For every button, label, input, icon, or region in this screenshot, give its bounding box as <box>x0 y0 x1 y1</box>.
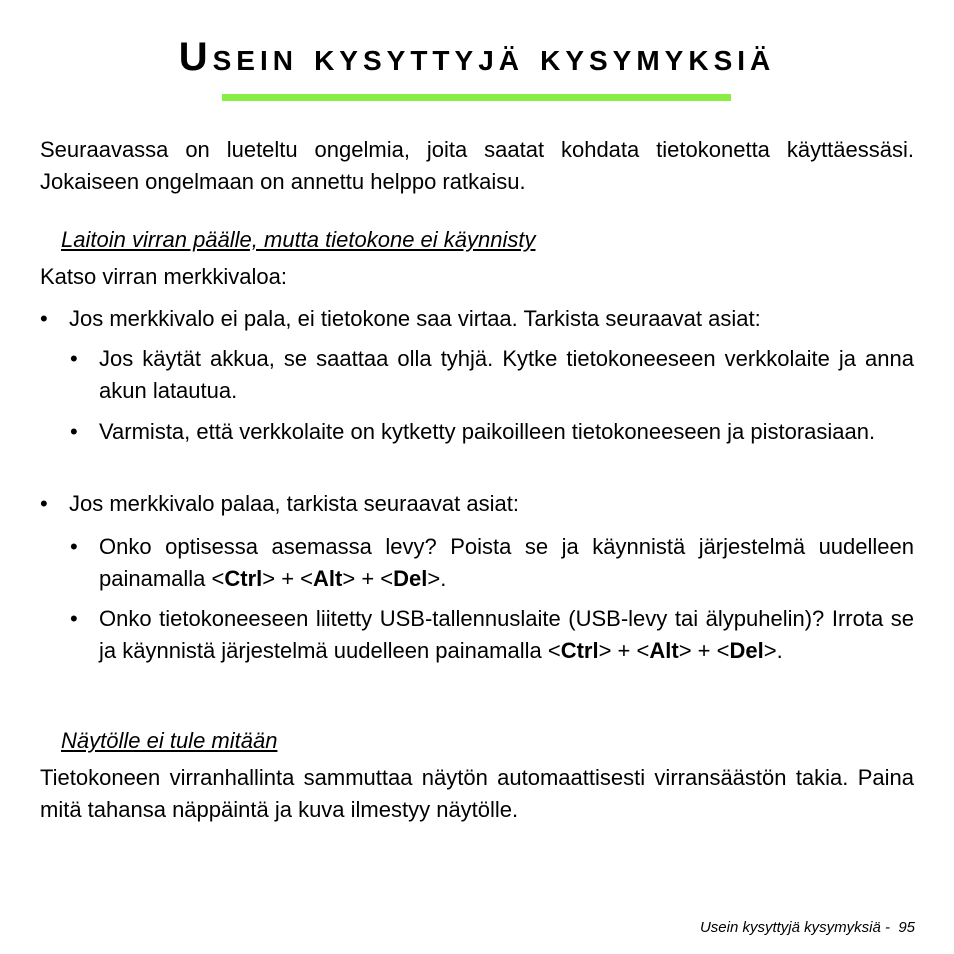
intro-paragraph: Seuraavassa on lueteltu ongelmia, joita saatat kohdata tietokonetta käyttäessäsi. Jokaiseen ongelmaan on annettu helppo ratkaisu. <box>40 137 914 194</box>
bullet-icon: • <box>40 306 48 331</box>
list-item-sentence: Onko tietokoneeseen liitetty USB-tallennuslaite (USB-levy tai älypuhelin)? Irrota se ja käynnistä järjestelmä uudelleen painamalla <box>99 606 914 663</box>
bullet-icon: • <box>40 491 48 516</box>
alt-key: Alt <box>649 638 679 663</box>
list-item <box>70 416 914 480</box>
del-key: Del <box>393 566 428 591</box>
list-item-text: Jos merkkivalo palaa, tarkista seuraavat asiat: <box>69 491 519 516</box>
list-item-text: Onko tietokoneeseen liitetty USB-tallennuslaite (USB-levy tai älypuhelin)? Irrota se ja käynnistä järjestelmä uudelleen painamalla <Ctrl> + <Alt> + <Del>. <box>99 606 914 663</box>
list-item <box>70 343 914 407</box>
list-item-text: Onko optisessa asemassa levy? Poista se ja käynnistä järjestelmä uudelleen painamalla <Ctrl> + <Alt> + <Del>. <box>99 534 914 591</box>
list-item <box>70 531 914 595</box>
list-item-sentence: Onko optisessa asemassa levy? Poista se ja käynnistä järjestelmä uudelleen painamalla <box>99 534 914 591</box>
ctrl-key: Ctrl <box>224 566 263 591</box>
section-body: Tietokoneen virranhallinta sammuttaa näytön automaattisesti virransäästön takia. Paina mitä tahansa näppäintä ja kuva ilmestyy näytölle. <box>40 765 914 822</box>
page-title: Usein kysyttyjä kysymyksiä <box>178 35 776 79</box>
list-item-text: Jos merkkivalo ei pala, ei tietokone saa virtaa. Tarkista seuraavat asiat: <box>69 306 761 331</box>
section-heading-display: Näytölle ei tule mitään <box>61 728 278 753</box>
list-item-text: Jos käytät akkua, se saattaa olla tyhjä. Kytke tietokoneeseen verkkolaite ja anna akun latautua. <box>99 346 914 403</box>
section-lead: Katso virran merkkivaloa: <box>40 264 287 289</box>
footer-label: Usein kysyttyjä kysymyksiä - <box>699 919 890 936</box>
page-footer <box>560 918 915 938</box>
alt-key: Alt <box>313 566 343 591</box>
list-item-text: Varmista, että verkkolaite on kytketty paikoilleen tietokoneeseen ja pistorasiaan. <box>99 419 876 444</box>
list-item <box>40 303 914 335</box>
bullet-icon: • <box>70 606 78 631</box>
title-underline <box>222 94 731 101</box>
bullet-icon: • <box>70 346 78 371</box>
bullet-icon: • <box>70 534 78 559</box>
bullet-icon: • <box>70 419 78 444</box>
section-heading-power: Laitoin virran päälle, mutta tietokone ei käynnisty <box>61 227 536 252</box>
list-item <box>40 488 914 520</box>
ctrl-key: Ctrl <box>560 638 599 663</box>
del-key: Del <box>729 638 764 663</box>
page-number: 95 <box>898 919 915 936</box>
list-item <box>70 603 914 699</box>
